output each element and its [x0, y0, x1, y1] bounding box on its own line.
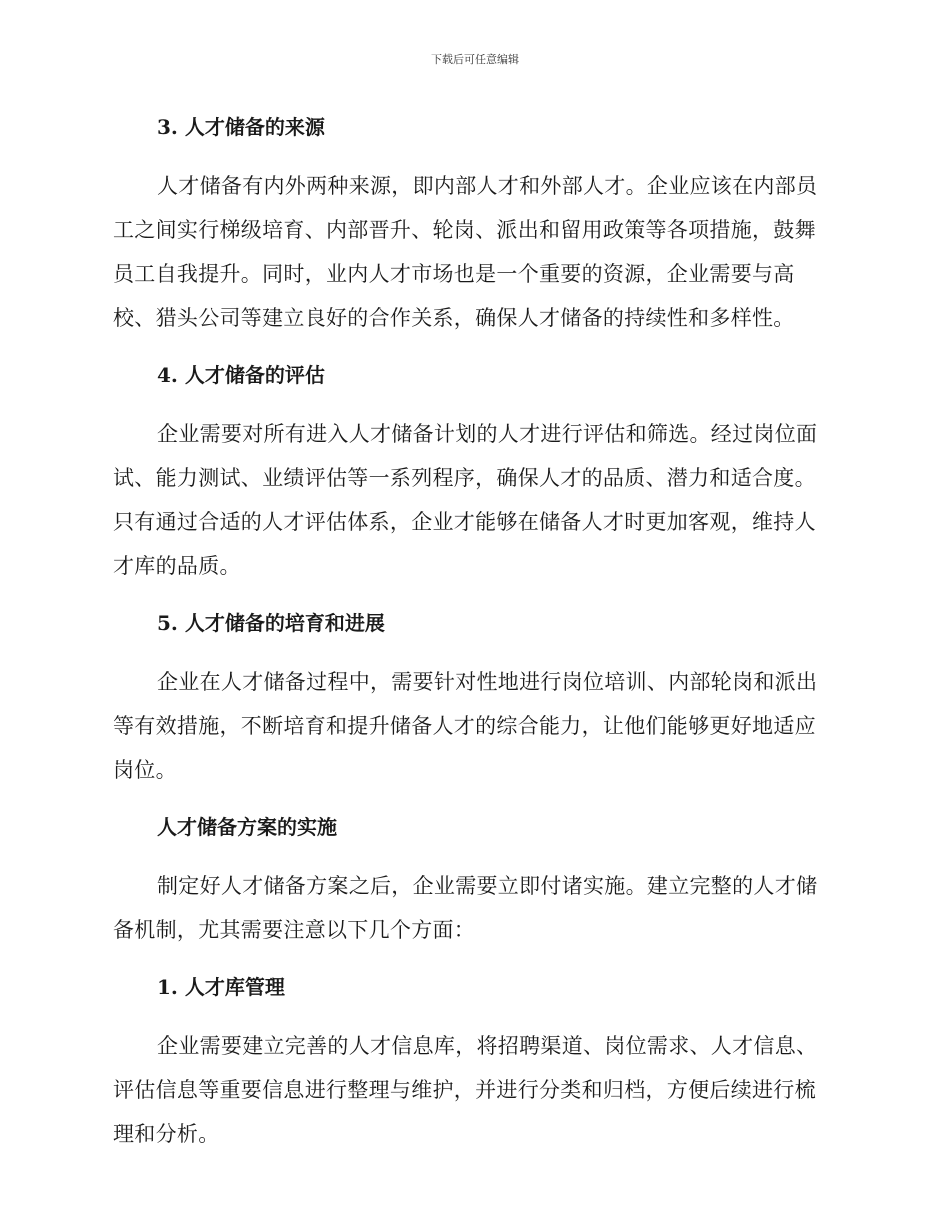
section-heading-sources: 3. 人才储备的来源 — [157, 115, 325, 139]
section-heading-development: 5. 人才储备的培育和进展 — [157, 611, 385, 635]
paragraph-line: 备机制，尤其需要注意以下几个方面： — [113, 918, 476, 942]
section-paragraph-development — [113, 660, 831, 792]
paragraph-line: 企业在人才储备过程中，需要针对性地进行岗位培训、内部轮岗和派出 — [157, 670, 818, 694]
section-paragraph-sources — [113, 164, 831, 340]
section-paragraph-talent-pool — [113, 1024, 831, 1156]
section-paragraph-evaluation — [113, 412, 831, 588]
paragraph-line: 企业需要对所有进入人才储备计划的人才进行评估和筛选。经过岗位面 — [157, 422, 818, 446]
paragraph-line: 理和分析。 — [113, 1122, 220, 1146]
paragraph-line: 制定好人才储备方案之后，企业需要立即付诸实施。建立完整的人才储 — [157, 874, 818, 898]
paragraph-line: 人才储备有内外两种来源，即内部人才和外部人才。企业应该在内部员 — [157, 174, 818, 198]
paragraph-line: 试、能力测试、业绩评估等一系列程序，确保人才的品质、潜力和适合度。 — [113, 466, 816, 490]
paragraph-line: 企业需要建立完善的人才信息库，将招聘渠道、岗位需求、人才信息、 — [157, 1034, 818, 1058]
paragraph-line: 岗位。 — [113, 758, 177, 782]
section-heading-implementation: 人才储备方案的实施 — [157, 815, 337, 839]
paragraph-line: 才库的品质。 — [113, 554, 241, 578]
document-body — [113, 105, 831, 1156]
paragraph-line: 校、猎头公司等建立良好的合作关系，确保人才储备的持续性和多样性。 — [113, 306, 795, 330]
page-header: 下载后可任意编辑 — [431, 53, 519, 66]
paragraph-line: 工之间实行梯级培育、内部晋升、轮岗、派出和留用政策等各项措施，鼓舞 — [113, 218, 816, 242]
section-heading-talent-pool: 1. 人才库管理 — [157, 975, 285, 999]
section-heading-evaluation: 4. 人才储备的评估 — [157, 363, 325, 387]
paragraph-line: 员工自我提升。同时，业内人才市场也是一个重要的资源，企业需要与高 — [113, 262, 795, 286]
paragraph-line: 等有效措施，不断培育和提升储备人才的综合能力，让他们能够更好地适应 — [113, 714, 816, 738]
paragraph-line: 评估信息等重要信息进行整理与维护，并进行分类和归档，方便后续进行梳 — [113, 1078, 816, 1102]
section-paragraph-implementation — [113, 864, 831, 952]
paragraph-line: 只有通过合适的人才评估体系，企业才能够在储备人才时更加客观，维持人 — [113, 510, 816, 534]
